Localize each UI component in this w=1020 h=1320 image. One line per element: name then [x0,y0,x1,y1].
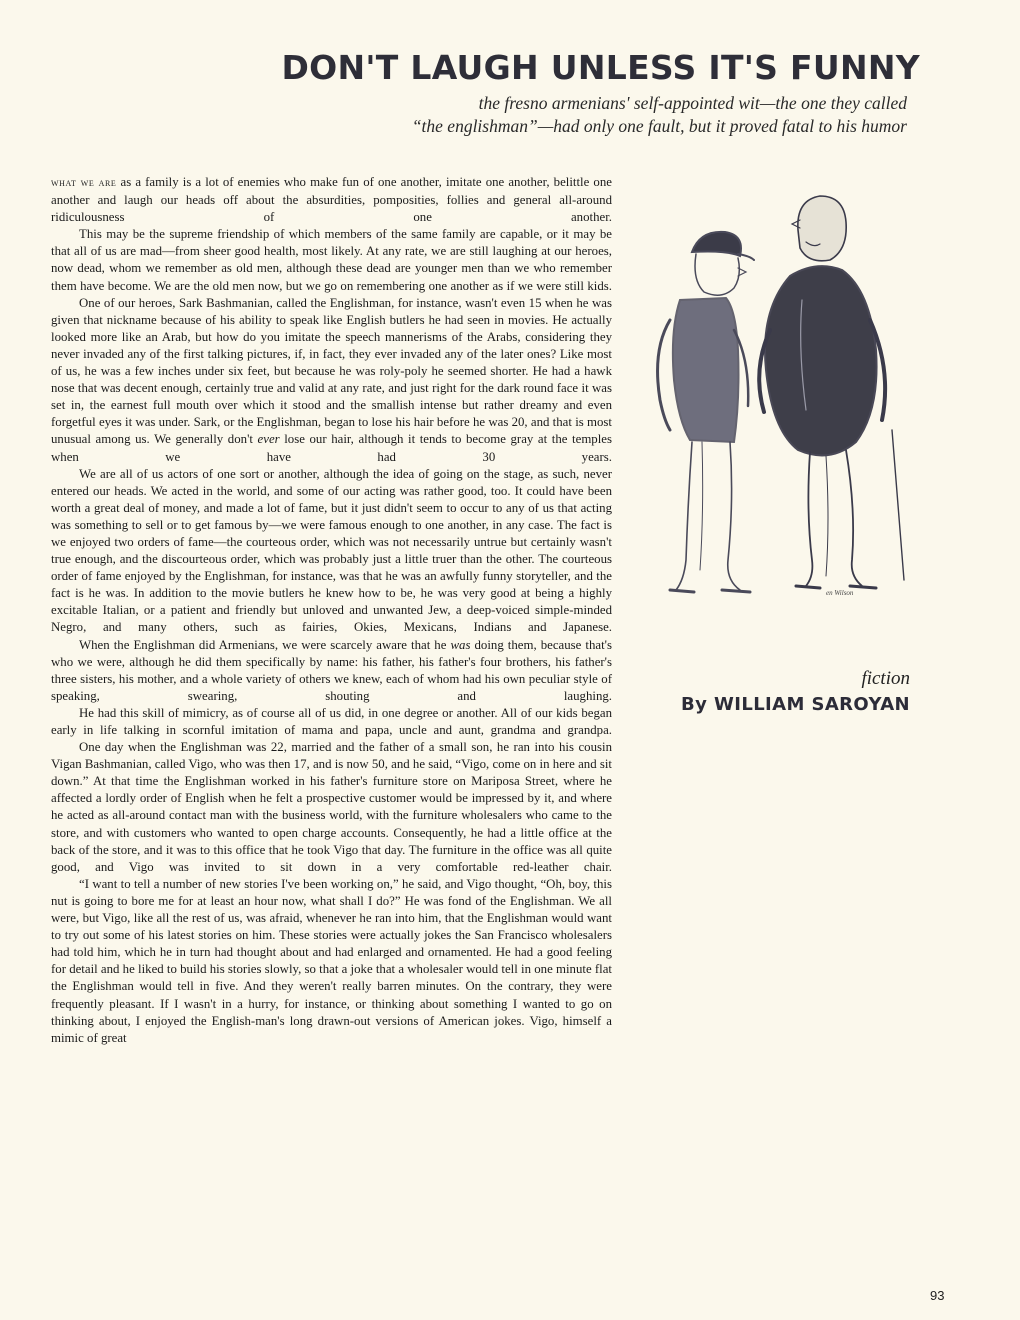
paragraph-5-emphasis: was [450,637,471,652]
article-title: DON'T LAUGH UNLESS IT'S FUNNY [281,48,920,87]
paragraph-3-emphasis: ever [257,432,280,447]
paragraph-4: We are all of us actors of one sort or another, although the idea of going on the stage, as such, never entered our heads. We acted in the world, and some of our acting was rather good, too. It could have been worth a great deal of money, and made a lot of fame, but it just didn't seem to occur to any of us that acting was something to sell or to get famous by—we were famous enough to one another, in any case. The fact is we enjoyed two orders of fame—the courteous order, which was not necessarily untrue but certainly wasn't true enough, and the discourteous order, which was probably just a little truer than the other. The courteous order of fame enjoyed by the Englishman, for instance, was that he was an awfully funny storyteller, and the fact is he was. In addition to the movie butlers he knew how to be, he was very good at being a highly excitable Italian, or a patient and friendly but unloved and unwanted Jew, a deep-voiced simple-minded Negro, and many others, such as fairies, Okies, Mexicans, Indians and Japanese. [51,466,612,635]
page-number: 93 [930,1288,945,1303]
figure-bald-round-man [759,196,904,588]
paragraph-7: One day when the Englishman was 22, married and the father of a small son, he ran into his cousin Vigan Bashmanian, called Vigo, who was then 17, and is now 50, and he said, “Vigo, come on in here and sit down.” At that time the Englishman worked in his father's furniture store on Mariposa Street, where he affected a lordly order of English when he felt a prospective customer would be impressed by it, and where he acted as all-around contact man with the business world, with the furniture wholesalers who came to the store, and with customers who wanted to open charge accounts. Consequently, he had a little office at the back of the store, and it was to this office that he took Vigo that day. The furniture in the office was all quite good, and Vigo was invited to sit down in a very comfortable red-leather chair. [51,740,612,874]
byline: By WILLIAM SAROYAN [681,694,910,715]
paragraph-2: This may be the supreme friendship of which members of the same family are capable, or it may be that all of us are mad—from sheer good health, most likely. At any rate, we are still laughing at our heroes, now dead, whom we remember as old men, although these dead are younger men than we who remember them have become. We are the old men now, but we go on remembering one another as if we were still kids. [51,227,612,293]
article-subtitle [200,92,907,138]
paragraph-1 [51,174,612,226]
paragraph-5b: doing them, because that's who we were, although he did them specifically by name: his father, his father's four brothers, his father's three sisters, his mother, and a whole variety of others we knew, each of whom had his own peculiar style of speaking, swearing, shouting and laughing. [51,637,612,703]
subtitle-line-1: the fresno armenians' self-appointed wit—the one they called [478,93,907,113]
lead-in: what we are [51,177,117,189]
paragraph-8: “I want to tell a number of new stories I've been working on,” he said, and Vigo thought, “Oh, boy, this nut is going to bore me for at least an hour now, what shall I do?” He was fond of the Englishman. We all were, but Vigo, like all the rest of us, was afraid, whenever he ran into him, that the Englishman would want to try out some of his latest stories on him. These stories were actually jokes the San Francisco wholesalers had told him, which he in turn had thought about and had enlarged and ornamented. He had a good feeling for detail and he liked to build his stories slowly, so that a joke that a wholesaler would tell in one minute flat the Englishman would tell in five. And they weren't really barren minutes. On the contrary, they were frequently pleasant. If I wasn't in a hurry, for instance, or thinking about something I wanted to go on thinking about, I enjoyed the English-man's long drawn-out versions of American jokes. Vigo, himself a mimic of great [51,876,612,1045]
paragraph-5a: When the Englishman did Armenians, we were scarcely aware that he [79,637,451,652]
section-label: fiction [861,668,910,689]
illustration-signature: en Wilson [826,589,854,597]
illustration-two-men [630,180,930,600]
figure-young-man-in-cap [658,232,754,592]
paragraph-3b: lose our hair, although it tends to become gray at the temples when we have had 30 years. [51,432,612,464]
paragraph-3a: One of our heroes, Sark Bashmanian, called the Englishman, for instance, wasn't even 15 when he was given that nickname because of his ability to speak like English butlers he had seen in movies. He actually looked more like an Arab, but how do you imitate the speech mannerisms of the Arabs, considering they never invaded any of the first talking pictures, if, in fact, they ever invaded any of the later ones? Like most of us, he was a few inches under six feet, but because he was roly-poly he seemed shorter. He had a hawk nose that was decent enough, certainly true and valid at any rate, and just right for the dark round face it was set in, the earnest full mouth over which it stood and the smallish intense but rather dreamy and even forgetful eyes it was under. Sark, or the Englishman, began to lose his hair before he was 20, and that is most unusual among us. We generally don't [51,295,612,447]
paragraph-1-text: as a family is a lot of enemies who make fun of one another, imitate one another, belittle one another and laugh our heads off about the absurdities, pomposities, follies and general all-around ridiculousness of one another. [51,175,612,225]
paragraph-3 [51,295,612,466]
paragraph-6: He had this skill of mimicry, as of course all of us did, in one degree or another. All of our kids began early in life talking in scornful imitation of mama and papa, uncle and aunt, grandma and grandpa. [51,705,612,737]
article-body [51,174,612,1047]
paragraph-5 [51,637,612,705]
subtitle-line-2: “the englishman”—had only one fault, but it proved fatal to his humor [411,116,907,136]
